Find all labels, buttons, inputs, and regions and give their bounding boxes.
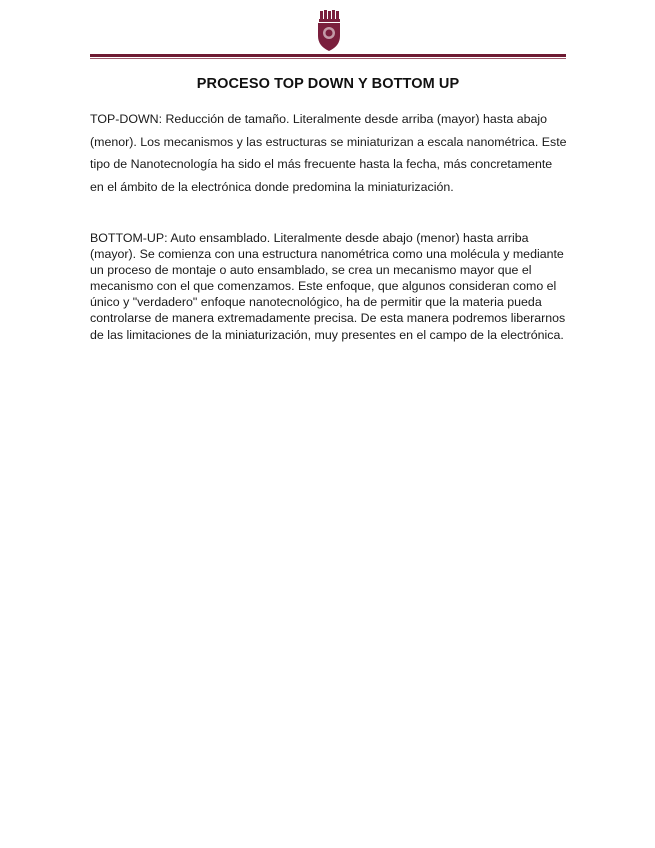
header-rule-thin [90, 58, 566, 59]
institution-crest-icon [313, 10, 345, 52]
paragraph-bottom-up: BOTTOM-UP: Auto ensamblado. Literalmente desde abajo (menor) hasta arriba (mayor). Se comienza con una estructura nanométrica como una molécula y mediante un proceso de montaje o auto ensamblado, se crea un mecanismo mayor que el mecanismo con el que comenzamos. Este enfoque, que algunos consideran como el único y "verdadero" enfoque nanotecnológico, ha de permitir que la materia pueda controlarse de manera extremadamente precisa. De esta manera podremos liberarnos de las limitaciones de la miniaturización, muy presentes en el campo de la electrónica. [90, 231, 566, 342]
document-title: PROCESO TOP DOWN Y BOTTOM UP [196, 76, 460, 92]
paragraph-top-down: TOP-DOWN: Reducción de tamaño. Literalmente desde arriba (mayor) hasta abajo (menor). Los mecanismos y las estructuras se miniaturizan a escala nanométrica. Este tipo de Nanotecnología ha sido el más frecuente hasta la fecha, más concretamente en el ámbito de la electrónica donde predomina la miniaturización. [90, 112, 567, 195]
header-rule [90, 54, 566, 57]
